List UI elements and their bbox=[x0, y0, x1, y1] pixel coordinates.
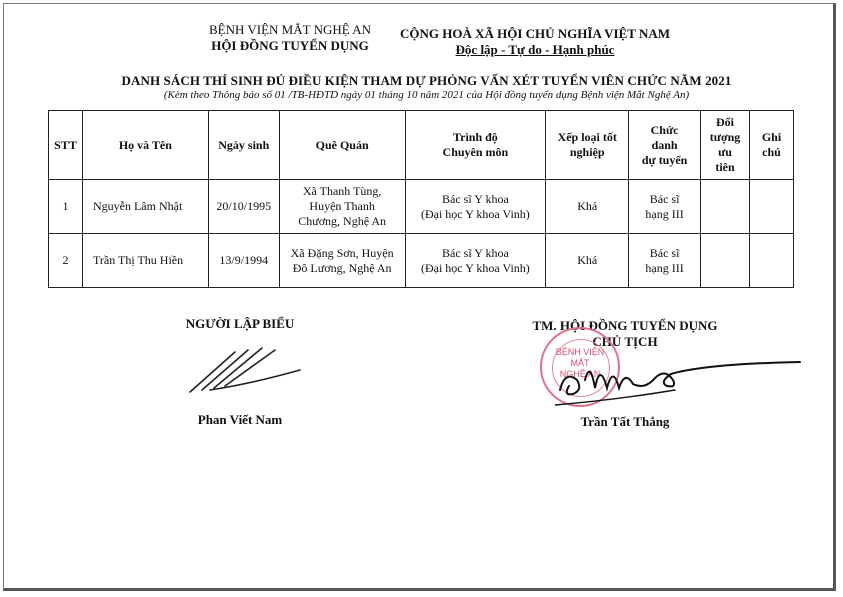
document-subtitle: (Kèm theo Thông báo số 01 /TB-HĐTD ngày 01 tháng 10 năm 2021 của Hội đồng tuyển dụng Bệnh viện Mắt Nghệ An) bbox=[163, 89, 690, 101]
preparer-signature bbox=[180, 340, 310, 400]
org-name: BỆNH VIỆN MẮT NGHỆ AN bbox=[208, 22, 372, 37]
header-priority-line: Đối bbox=[716, 115, 734, 129]
chairman-title-line: TM. HỘI ĐỒNG TUYỂN DỤNG bbox=[532, 318, 718, 333]
cell-hometown bbox=[279, 234, 405, 288]
national-header bbox=[385, 26, 685, 58]
header-priority-line: tiên bbox=[715, 160, 735, 174]
hometown-line: Xã Đặng Sơn, Huyện bbox=[290, 245, 394, 260]
cell-rank: Khá bbox=[546, 180, 629, 234]
cell-hometown bbox=[279, 180, 405, 234]
degree-line: Bác sĩ Y khoa bbox=[442, 245, 509, 260]
degree-line: Bác sĩ Y khoa bbox=[442, 191, 509, 206]
header-degree-line: Trình độ bbox=[453, 130, 498, 144]
header-stt: STT bbox=[49, 111, 83, 180]
header-rank-line: nghiệp bbox=[569, 145, 605, 159]
header-note-line: chú bbox=[762, 145, 781, 159]
cell-stt: 1 bbox=[49, 180, 83, 234]
org-sub: HỘI ĐỒNG TUYỂN DỤNG bbox=[211, 38, 369, 53]
header-rank-line: Xếp loại tốt bbox=[557, 130, 617, 144]
degree-line: (Đại học Y khoa Vinh) bbox=[420, 206, 530, 221]
cell-rank: Khá bbox=[546, 234, 629, 288]
position-line: hạng III bbox=[645, 206, 684, 221]
chairman-name: Trần Tất Thắng bbox=[580, 414, 670, 429]
header-priority-line: tượng bbox=[709, 130, 741, 144]
header-name: Họ và Tên bbox=[82, 111, 208, 180]
position-line: Bác sĩ bbox=[649, 245, 680, 260]
cell-name: Trần Thị Thu Hiền bbox=[82, 234, 208, 288]
preparer-title: NGƯỜI LẬP BIỂU bbox=[185, 316, 295, 331]
header-note bbox=[749, 111, 793, 180]
cell-priority bbox=[701, 180, 750, 234]
header-dob: Ngày sinh bbox=[208, 111, 279, 180]
header-position-line: dự tuyển bbox=[641, 152, 688, 167]
header-position bbox=[629, 111, 701, 180]
position-line: hạng III bbox=[645, 260, 684, 275]
chairman-title-line: CHỦ TỊCH bbox=[592, 334, 658, 349]
header-degree bbox=[405, 111, 546, 180]
hometown-line: Chương, Nghệ An bbox=[298, 214, 387, 228]
stamp-line: NGHỆ AN bbox=[559, 369, 601, 379]
preparer-name: Phan Viết Nam bbox=[197, 412, 283, 427]
cell-position bbox=[629, 234, 701, 288]
country-name: CỘNG HOÀ XÃ HỘI CHỦ NGHĨA VIỆT NAM bbox=[399, 26, 671, 41]
cell-name: Nguyễn Lâm Nhật bbox=[82, 180, 208, 234]
header-position-line: danh bbox=[651, 137, 678, 152]
cell-priority bbox=[701, 234, 750, 288]
candidate-table bbox=[48, 110, 794, 288]
header-priority-line: ưu bbox=[718, 145, 732, 159]
cell-note bbox=[749, 234, 793, 288]
cell-degree bbox=[405, 234, 546, 288]
national-motto: Độc lập - Tự do - Hạnh phúc bbox=[455, 42, 615, 57]
cell-degree bbox=[405, 180, 546, 234]
header-priority bbox=[701, 111, 750, 180]
position-line: Bác sĩ bbox=[649, 191, 680, 206]
cell-position bbox=[629, 180, 701, 234]
chairman-title bbox=[500, 318, 750, 350]
hometown-line: Xã Thanh Tùng, bbox=[302, 184, 382, 198]
table-row bbox=[49, 180, 794, 234]
cell-dob: 20/10/1995 bbox=[208, 180, 279, 234]
stamp-line: BỆNH VIỆN bbox=[555, 347, 605, 357]
document-title: DANH SÁCH THÍ SINH ĐỦ ĐIỀU KIỆN THAM DỰ PHỎNG VẤN XÉT TUYỂN VIÊN CHỨC NĂM 2021 bbox=[121, 73, 732, 88]
table-header-row bbox=[49, 111, 794, 180]
degree-line: (Đại học Y khoa Vinh) bbox=[420, 260, 530, 275]
org-header bbox=[190, 22, 390, 54]
cell-stt: 2 bbox=[49, 234, 83, 288]
hometown-line: Đô Lương, Nghệ An bbox=[292, 260, 392, 275]
cell-dob: 13/9/1994 bbox=[208, 234, 279, 288]
cell-note bbox=[749, 180, 793, 234]
table-row bbox=[49, 234, 794, 288]
hometown-line: Huyện Thanh bbox=[309, 199, 375, 213]
header-rank bbox=[546, 111, 629, 180]
header-position-line: Chức bbox=[650, 122, 679, 137]
stamp-line: MẮT bbox=[570, 358, 590, 368]
header-degree-line: Chuyên môn bbox=[442, 145, 509, 159]
chairman-signature bbox=[555, 350, 815, 410]
header-hometown: Quê Quán bbox=[279, 111, 405, 180]
header-note-line: Ghi bbox=[761, 130, 782, 144]
